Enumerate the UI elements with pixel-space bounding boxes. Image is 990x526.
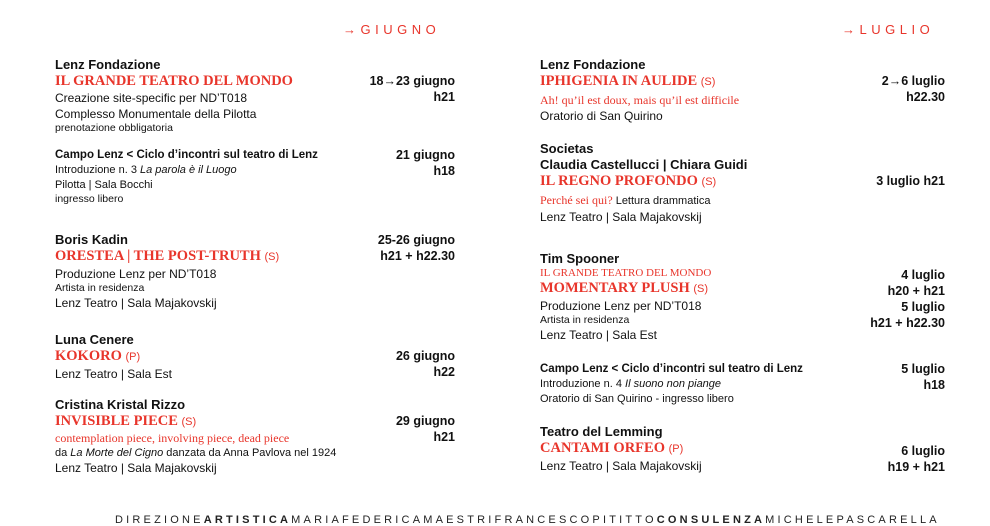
event-iphigenia — [540, 57, 945, 132]
event-date — [870, 267, 945, 331]
event-momentary-plush — [540, 251, 945, 355]
event-campo-lenz-4 — [540, 361, 945, 420]
intro-prefix: Introduzione n. 3 — [55, 164, 141, 176]
event-organizer: Lenz Fondazione — [55, 57, 161, 72]
credit-word: ARTISTICA — [203, 514, 292, 526]
event-tag: (S) — [264, 251, 280, 263]
event-date-range: 2→6 luglio — [881, 74, 945, 88]
event-tag: (P) — [125, 351, 141, 363]
credit-word: CONSULENZA — [656, 514, 766, 526]
event-note: prenotazione obbligatoria — [55, 122, 173, 134]
event-pretitle: IL GRANDE TEATRO DEL MONDO — [540, 267, 712, 279]
event-venue: Lenz Teatro | Sala Majakovskij — [540, 210, 702, 224]
event-organizer: Campo Lenz < Ciclo d’incontri sul teatro di Lenz — [55, 149, 318, 161]
event-date-range: 25-26 giugno — [377, 233, 455, 247]
event-date — [888, 443, 945, 475]
event-time: h21 — [433, 430, 455, 444]
month-heading-luglio: →LUGLIO — [842, 22, 935, 37]
event-time: h18 — [433, 164, 455, 178]
event-date — [396, 348, 455, 380]
subtitle-note: Lettura drammatica — [612, 195, 711, 207]
event-title-text: INVISIBLE PIECE — [55, 413, 178, 429]
event-venue: Lenz Teatro | Sala Majakovskij — [55, 461, 217, 475]
event-organizer: Campo Lenz < Ciclo d’incontri sul teatro di Lenz — [540, 363, 803, 375]
credit-word: PITITTO — [592, 514, 657, 526]
intro-prefix: Introduzione n. 4 — [540, 378, 626, 390]
event-date-range: 3 luglio h21 — [876, 174, 945, 188]
event-date — [396, 413, 455, 445]
event-tag: (S) — [693, 283, 709, 295]
event-note: Artista in residenza — [55, 282, 145, 294]
event-organizer: Cristina Kristal Rizzo — [55, 397, 186, 412]
event-time: h21 + h22.30 — [380, 249, 455, 263]
event-description: Produzione Lenz per ND’T018 — [55, 267, 217, 281]
event-date-2: 5 luglio — [901, 300, 945, 314]
event-title — [540, 440, 945, 458]
event-note — [55, 446, 455, 460]
note-suffix: danzata da Anna Pavlova nel 1924 — [163, 447, 337, 459]
event-title: IL GRANDE TEATRO DEL MONDO — [55, 73, 293, 89]
credit-word: FRANCESCO — [494, 514, 593, 526]
event-intro — [540, 377, 945, 392]
event-date-1: 4 luglio — [901, 268, 945, 282]
event-title-text: CANTAMI ORFEO — [540, 440, 665, 456]
event-time: h22 — [433, 365, 455, 379]
event-venue: Lenz Teatro | Sala Est — [540, 328, 657, 342]
event-date — [396, 147, 455, 179]
event-time: h22.30 — [906, 90, 945, 104]
event-organizer: Luna Cenere — [55, 332, 134, 347]
event-organizer-names: Claudia Castellucci | Chiara Guidi — [540, 157, 748, 172]
event-description: Produzione Lenz per ND’T018 — [540, 299, 702, 313]
event-subtitle — [540, 193, 945, 209]
event-time: h18 — [923, 378, 945, 392]
credit-word: MARIA — [291, 514, 343, 526]
event-title-text: IL REGNO PROFONDO — [540, 173, 698, 189]
event-venue: Lenz Teatro | Sala Majakovskij — [540, 459, 702, 473]
event-time: h19 + h21 — [887, 460, 945, 474]
event-note: Artista in residenza — [540, 314, 630, 326]
intro-title: La parola è il Luogo — [140, 164, 237, 176]
event-date-range: 5 luglio — [901, 362, 945, 376]
event-il-grande-teatro-del-mondo — [55, 57, 455, 140]
event-time-1: h20 + h21 — [887, 284, 945, 298]
event-title-text: ORESTEA | THE POST-TRUTH — [55, 248, 261, 264]
event-title-text: IPHIGENIA IN AULIDE — [540, 73, 698, 89]
event-date — [901, 361, 945, 393]
credit-word: PASCARELLA — [836, 514, 940, 526]
event-organizer: Lenz Fondazione — [540, 57, 646, 72]
credits-footer — [115, 514, 940, 526]
event-organizer: Boris Kadin — [55, 232, 128, 247]
event-organizer: Teatro del Lemming — [540, 424, 663, 439]
credit-word: DIREZIONE — [115, 514, 204, 526]
event-description: Creazione site-specific per ND’T018 — [55, 91, 248, 105]
note-italic: La Morte del Cigno — [70, 447, 164, 459]
event-venue: Complesso Monumentale della Pilotta — [55, 107, 257, 121]
event-venue: Lenz Teatro | Sala Majakovskij — [55, 296, 217, 310]
event-date-range: 18→23 giugno — [369, 74, 455, 88]
event-tag: (S) — [181, 416, 197, 428]
event-date-range: 26 giugno — [395, 349, 455, 363]
month-heading-giugno: →GIUGNO — [343, 22, 441, 37]
event-orestea — [55, 232, 455, 323]
event-note: ingresso libero — [55, 193, 124, 205]
event-title-text: MOMENTARY PLUSH — [540, 280, 690, 296]
event-tag: (S) — [700, 76, 716, 88]
event-tag: (S) — [701, 176, 717, 188]
event-date — [378, 232, 455, 264]
event-subtitle: Ah! qu’il est doux, mais qu’il est difficile — [540, 93, 740, 107]
event-kokoro — [55, 332, 455, 389]
event-venue: Oratorio di San Quirino — [540, 109, 663, 123]
luglio-column — [540, 57, 945, 474]
event-campo-lenz-3 — [55, 147, 455, 223]
event-date-range: 29 giugno — [395, 414, 455, 428]
giugno-column — [55, 57, 455, 476]
event-il-regno-profondo — [540, 141, 945, 243]
event-venue: Pilotta | Sala Bocchi — [55, 179, 153, 191]
event-time: h21 — [433, 90, 455, 104]
event-date — [882, 73, 945, 105]
event-date-range: 21 giugno — [395, 148, 455, 162]
credit-word: MICHELE — [765, 514, 837, 526]
intro-title: Il suono non piange — [625, 378, 722, 390]
subtitle-text: Perché sei qui? — [540, 193, 613, 207]
event-subtitle: contemplation piece, involving piece, dead piece — [55, 431, 290, 445]
event-title-text: KOKORO — [55, 348, 122, 364]
event-date — [876, 173, 945, 189]
event-cantami-orfeo — [540, 424, 945, 474]
event-venue: Oratorio di San Quirino - ingresso libero — [540, 393, 734, 405]
event-organizer: Tim Spooner — [540, 251, 620, 266]
credit-word: FEDERICA — [342, 514, 424, 526]
event-organizer: Societas — [540, 141, 594, 156]
event-date-range: 6 luglio — [901, 444, 945, 458]
credit-word: MAESTRI — [423, 514, 495, 526]
event-venue: Lenz Teatro | Sala Est — [55, 367, 172, 381]
event-time-2: h21 + h22.30 — [870, 316, 945, 330]
event-tag: (P) — [668, 443, 684, 455]
event-date — [370, 73, 455, 105]
event-invisible-piece — [55, 397, 455, 476]
note-prefix: da — [55, 447, 71, 459]
